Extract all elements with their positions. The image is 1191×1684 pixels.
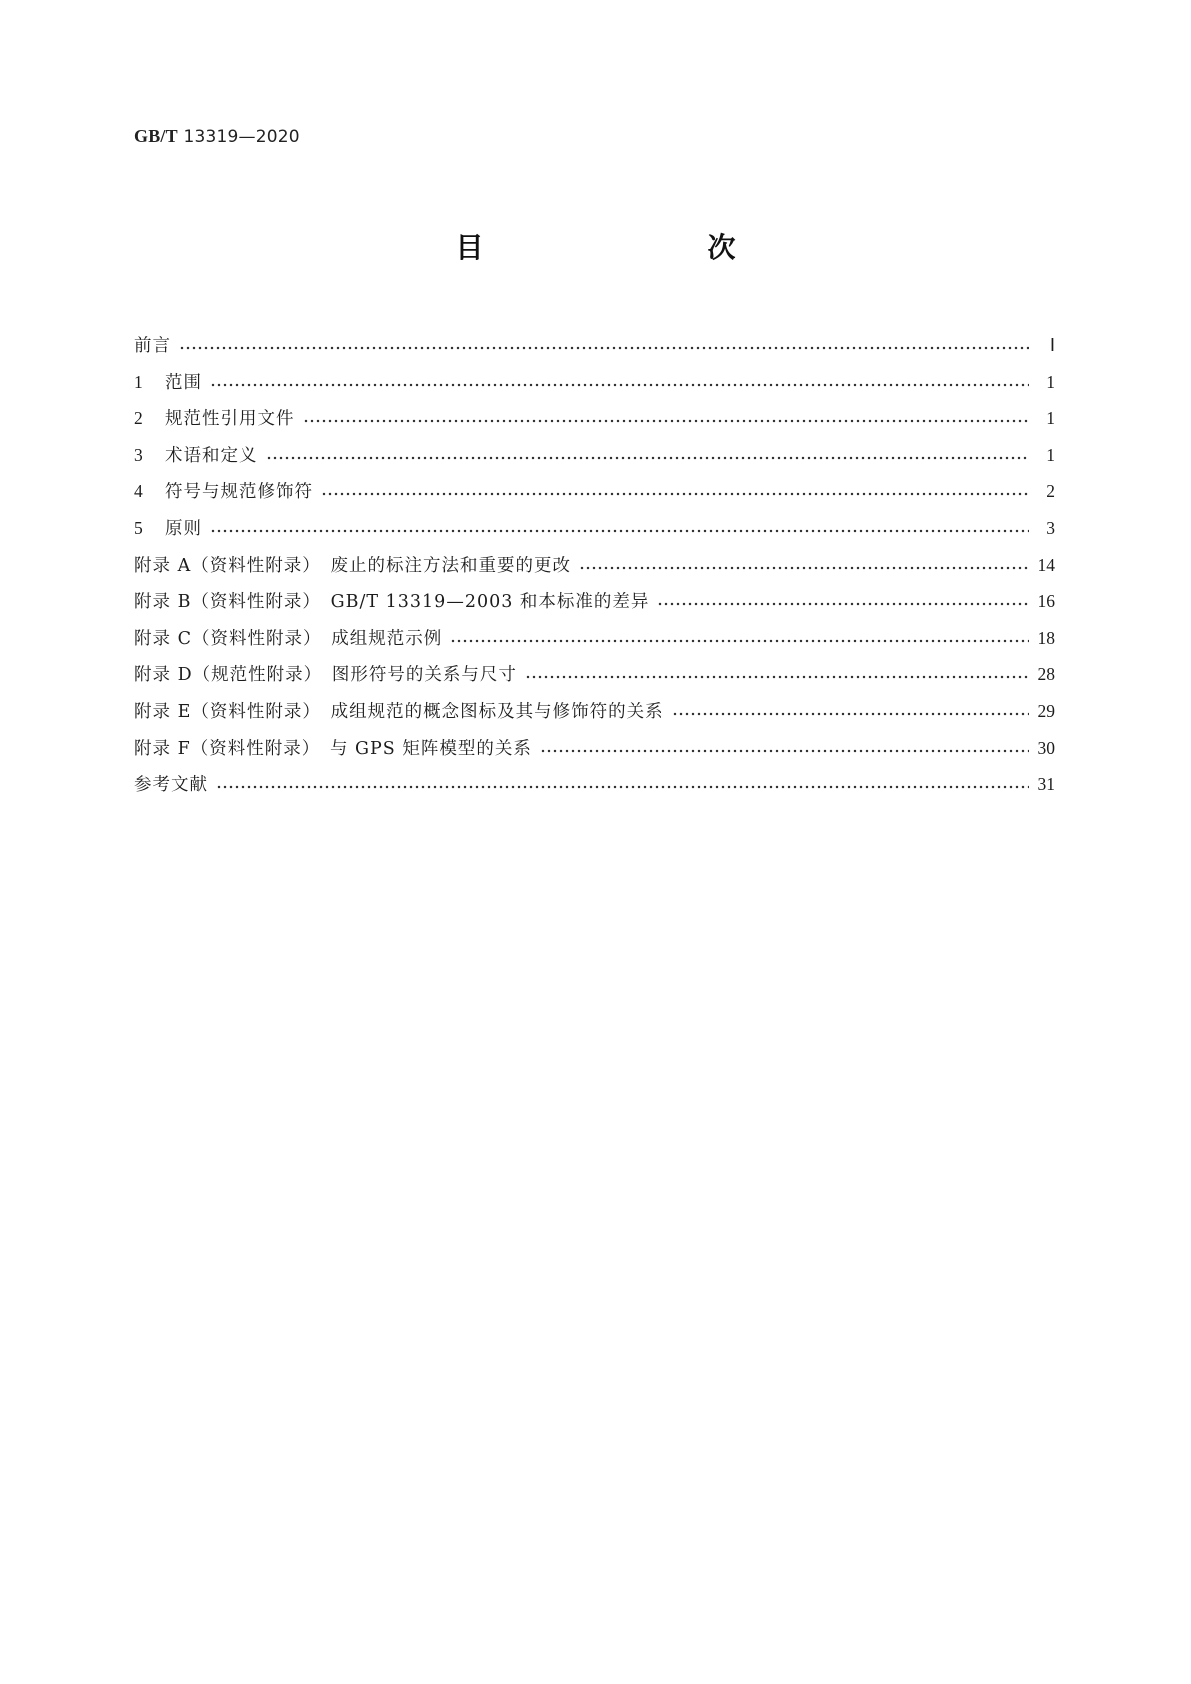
toc-entry-label: 规范性引用文件: [165, 409, 295, 430]
toc-entry-page: 16: [1037, 591, 1055, 612]
toc-entry-label: 符号与规范修饰符: [165, 482, 313, 503]
toc-entry-number: 3: [134, 444, 143, 465]
toc-entry-number: 1: [134, 371, 143, 392]
toc-entry-normative-references[interactable]: [134, 400, 1055, 437]
document-code-number: 13319—2020: [183, 127, 300, 147]
toc-entry-page: 2: [1046, 481, 1055, 502]
toc-entry-label: 附录 B（资料性附录） GB/T 13319—2003 和本标准的差异: [134, 592, 650, 613]
toc-entry-label: 原则: [165, 518, 202, 539]
toc-title: 目 次: [455, 231, 792, 264]
toc-entry-page: 30: [1037, 737, 1055, 758]
toc-dot-leader: [210, 376, 1029, 388]
toc-entry-page: 1: [1046, 408, 1055, 429]
toc-dot-leader: [303, 412, 1030, 424]
toc-entry-label: 附录 D（规范性附录） 图形符号的关系与尺寸: [134, 665, 517, 686]
toc-entry-page: 29: [1037, 700, 1055, 721]
toc-dot-leader: [450, 632, 1029, 644]
toc-entry-number: 4: [134, 481, 143, 502]
toc-dot-leader: [266, 449, 1030, 461]
toc-entry-annex-f[interactable]: [134, 730, 1055, 767]
toc-entry-page: 1: [1046, 444, 1055, 465]
toc-entry-number: 5: [134, 517, 143, 538]
toc-entry-page: Ⅰ: [1049, 335, 1055, 355]
toc-entry-principles[interactable]: [134, 510, 1055, 547]
toc-entry-scope[interactable]: [134, 364, 1055, 401]
toc-entry-foreword[interactable]: [134, 327, 1055, 364]
toc-dot-leader: [216, 778, 1029, 790]
toc-entry-label: 附录 C（资料性附录） 成组规范示例: [134, 628, 443, 649]
toc-entry-page: 1: [1046, 371, 1055, 392]
toc-entry-page: 31: [1037, 774, 1055, 795]
toc-entry-page: 14: [1037, 554, 1055, 575]
toc-entry-page: 18: [1037, 627, 1055, 648]
document-code: [134, 126, 300, 147]
toc-dot-leader: [179, 339, 1029, 351]
toc-dot-leader: [579, 559, 1029, 571]
toc-entry-label: 附录 A（资料性附录） 废止的标注方法和重要的更改: [134, 555, 571, 576]
toc-entry-symbols-modifiers[interactable]: [134, 473, 1055, 510]
toc-entry-label: 附录 F（资料性附录） 与 GPS 矩阵模型的关系: [134, 738, 532, 759]
toc-dot-leader: [210, 522, 1029, 534]
toc-entry-label: 术语和定义: [165, 445, 258, 466]
toc-entry-label: 范围: [165, 372, 202, 393]
toc-dot-leader: [540, 742, 1029, 754]
toc-entry-annex-e[interactable]: [134, 693, 1055, 730]
toc-entry-label: 附录 E（资料性附录） 成组规范的概念图标及其与修饰符的关系: [134, 701, 664, 722]
toc-entry-page: 3: [1046, 517, 1055, 538]
document-code-prefix: GB/T: [134, 126, 178, 146]
toc-entry-bibliography[interactable]: [134, 766, 1055, 803]
toc-entry-annex-d[interactable]: [134, 656, 1055, 693]
toc-entry-annex-a[interactable]: [134, 547, 1055, 584]
toc-dot-leader: [525, 668, 1029, 680]
toc-entry-label: 参考文献: [134, 775, 208, 796]
toc-entry-page: 28: [1037, 664, 1055, 685]
toc-entry-terms-definitions[interactable]: [134, 437, 1055, 474]
toc-dot-leader: [657, 595, 1029, 607]
toc-entry-annex-b[interactable]: [134, 583, 1055, 620]
toc-entry-number: 2: [134, 408, 143, 429]
toc-dot-leader: [321, 485, 1029, 497]
toc-entry-annex-c[interactable]: [134, 620, 1055, 657]
toc-entry-label: 前言: [134, 336, 171, 356]
toc-dot-leader: [672, 705, 1029, 717]
table-of-contents: [134, 327, 1055, 803]
